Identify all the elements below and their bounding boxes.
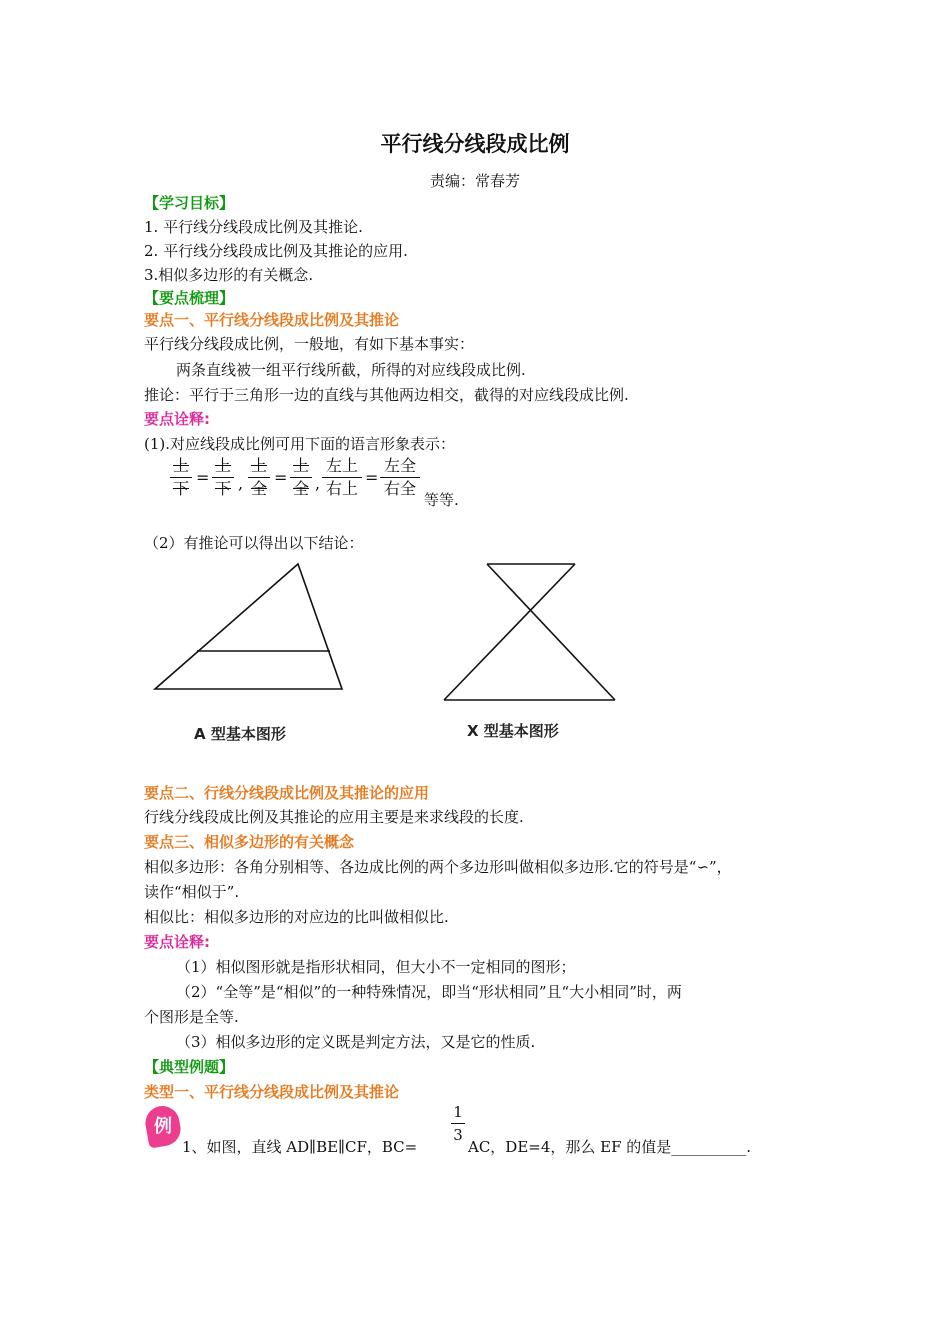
equals-3: = <box>365 468 379 487</box>
fraction-5: 左上 右上 <box>322 456 362 499</box>
fraction-1: 上 下 <box>170 456 192 499</box>
point1-title: 要点一、平行线分线段成比例及其推论 <box>144 311 400 329</box>
point2-title: 要点二、行线分线段成比例及其推论的应用 <box>144 784 430 802</box>
a-type-figure <box>150 560 350 695</box>
x-diagonal-2 <box>444 564 575 700</box>
goal-item-1: 1. 平行线分线段成比例及其推论. <box>144 218 363 236</box>
example-badge-label: 例 <box>154 1116 172 1137</box>
point3-line2: 读作“相似于”. <box>144 883 240 901</box>
note1-title: 要点诠释: <box>144 410 210 428</box>
point2-line1: 行线分线段成比例及其推论的应用主要是来求线段的长度. <box>144 808 524 826</box>
fraction-3: 上 全 <box>248 456 270 499</box>
comma-1: , <box>238 474 244 493</box>
examples-heading: 【典型例题】 <box>144 1058 235 1076</box>
question1-fraction: 1 3 <box>451 1102 465 1145</box>
point1-line1: 平行线分线段成比例，一般地，有如下基本事实： <box>144 335 475 353</box>
note2-item3: （3）相似多边形的定义既是判定方法，又是它的性质. <box>176 1033 536 1051</box>
question1-suffix: AC，DE=4，那么 EF 的值是__________. <box>468 1138 752 1156</box>
comma-2: , <box>315 474 321 493</box>
note2-item2b: 个图形是全等. <box>144 1008 239 1026</box>
goal-item-3: 3.相似多边形的有关概念. <box>144 266 314 284</box>
x-figure-caption: X 型基本图形 <box>467 722 559 740</box>
type1-title: 类型一、平行线分线段成比例及其推论 <box>144 1083 400 1101</box>
points-heading: 【要点梳理】 <box>144 289 235 307</box>
point3-line1: 相似多边形：各角分别相等、各边成比例的两个多边形叫做相似多边形.它的符号是“∽”， <box>144 858 732 876</box>
page-title: 平行线分线段成比例 <box>380 132 570 156</box>
note1-item2: （2）有推论可以得出以下结论： <box>144 534 364 552</box>
a-triangle <box>155 564 342 689</box>
point3-title: 要点三、相似多边形的有关概念 <box>144 833 355 851</box>
note2-item1: （1）相似图形就是指形状相同，但大小不一定相同的图形； <box>176 958 576 976</box>
fraction-4: 上 全 <box>290 456 312 499</box>
point1-line2: 两条直线被一组平行线所截，所得的对应线段成比例. <box>176 361 526 379</box>
equals-2: = <box>274 468 288 487</box>
note1-item1: (1).对应线段成比例可用下面的语言形象表示： <box>144 435 456 453</box>
formula-tail: 等等. <box>424 491 459 509</box>
note2-title: 要点诠释: <box>144 933 210 951</box>
equals-1: = <box>196 468 210 487</box>
goals-heading: 【学习目标】 <box>144 194 235 212</box>
example-badge <box>146 1106 180 1146</box>
a-figure-caption: A 型基本图形 <box>194 725 286 743</box>
fraction-2: 上 下 <box>212 456 234 499</box>
note2-item2: （2）“全等”是“相似”的一种特殊情况，即当“形状相同”且“大小相同”时，两 <box>176 983 682 1001</box>
editor-line: 责编：常春芳 <box>429 172 520 190</box>
x-diagonal-1 <box>487 564 615 700</box>
fraction-6: 左全 右全 <box>380 456 420 499</box>
question1-prefix: 1、如图，直线 AD∥BE∥CF，BC= <box>182 1138 418 1156</box>
point1-line3: 推论：平行于三角形一边的直线与其他两边相交，截得的对应线段成比例. <box>144 386 629 404</box>
x-type-figure <box>440 560 620 705</box>
goal-item-2: 2. 平行线分线段成比例及其推论的应用. <box>144 242 408 260</box>
point3-line3: 相似比：相似多边形的对应边的比叫做相似比. <box>144 908 449 926</box>
